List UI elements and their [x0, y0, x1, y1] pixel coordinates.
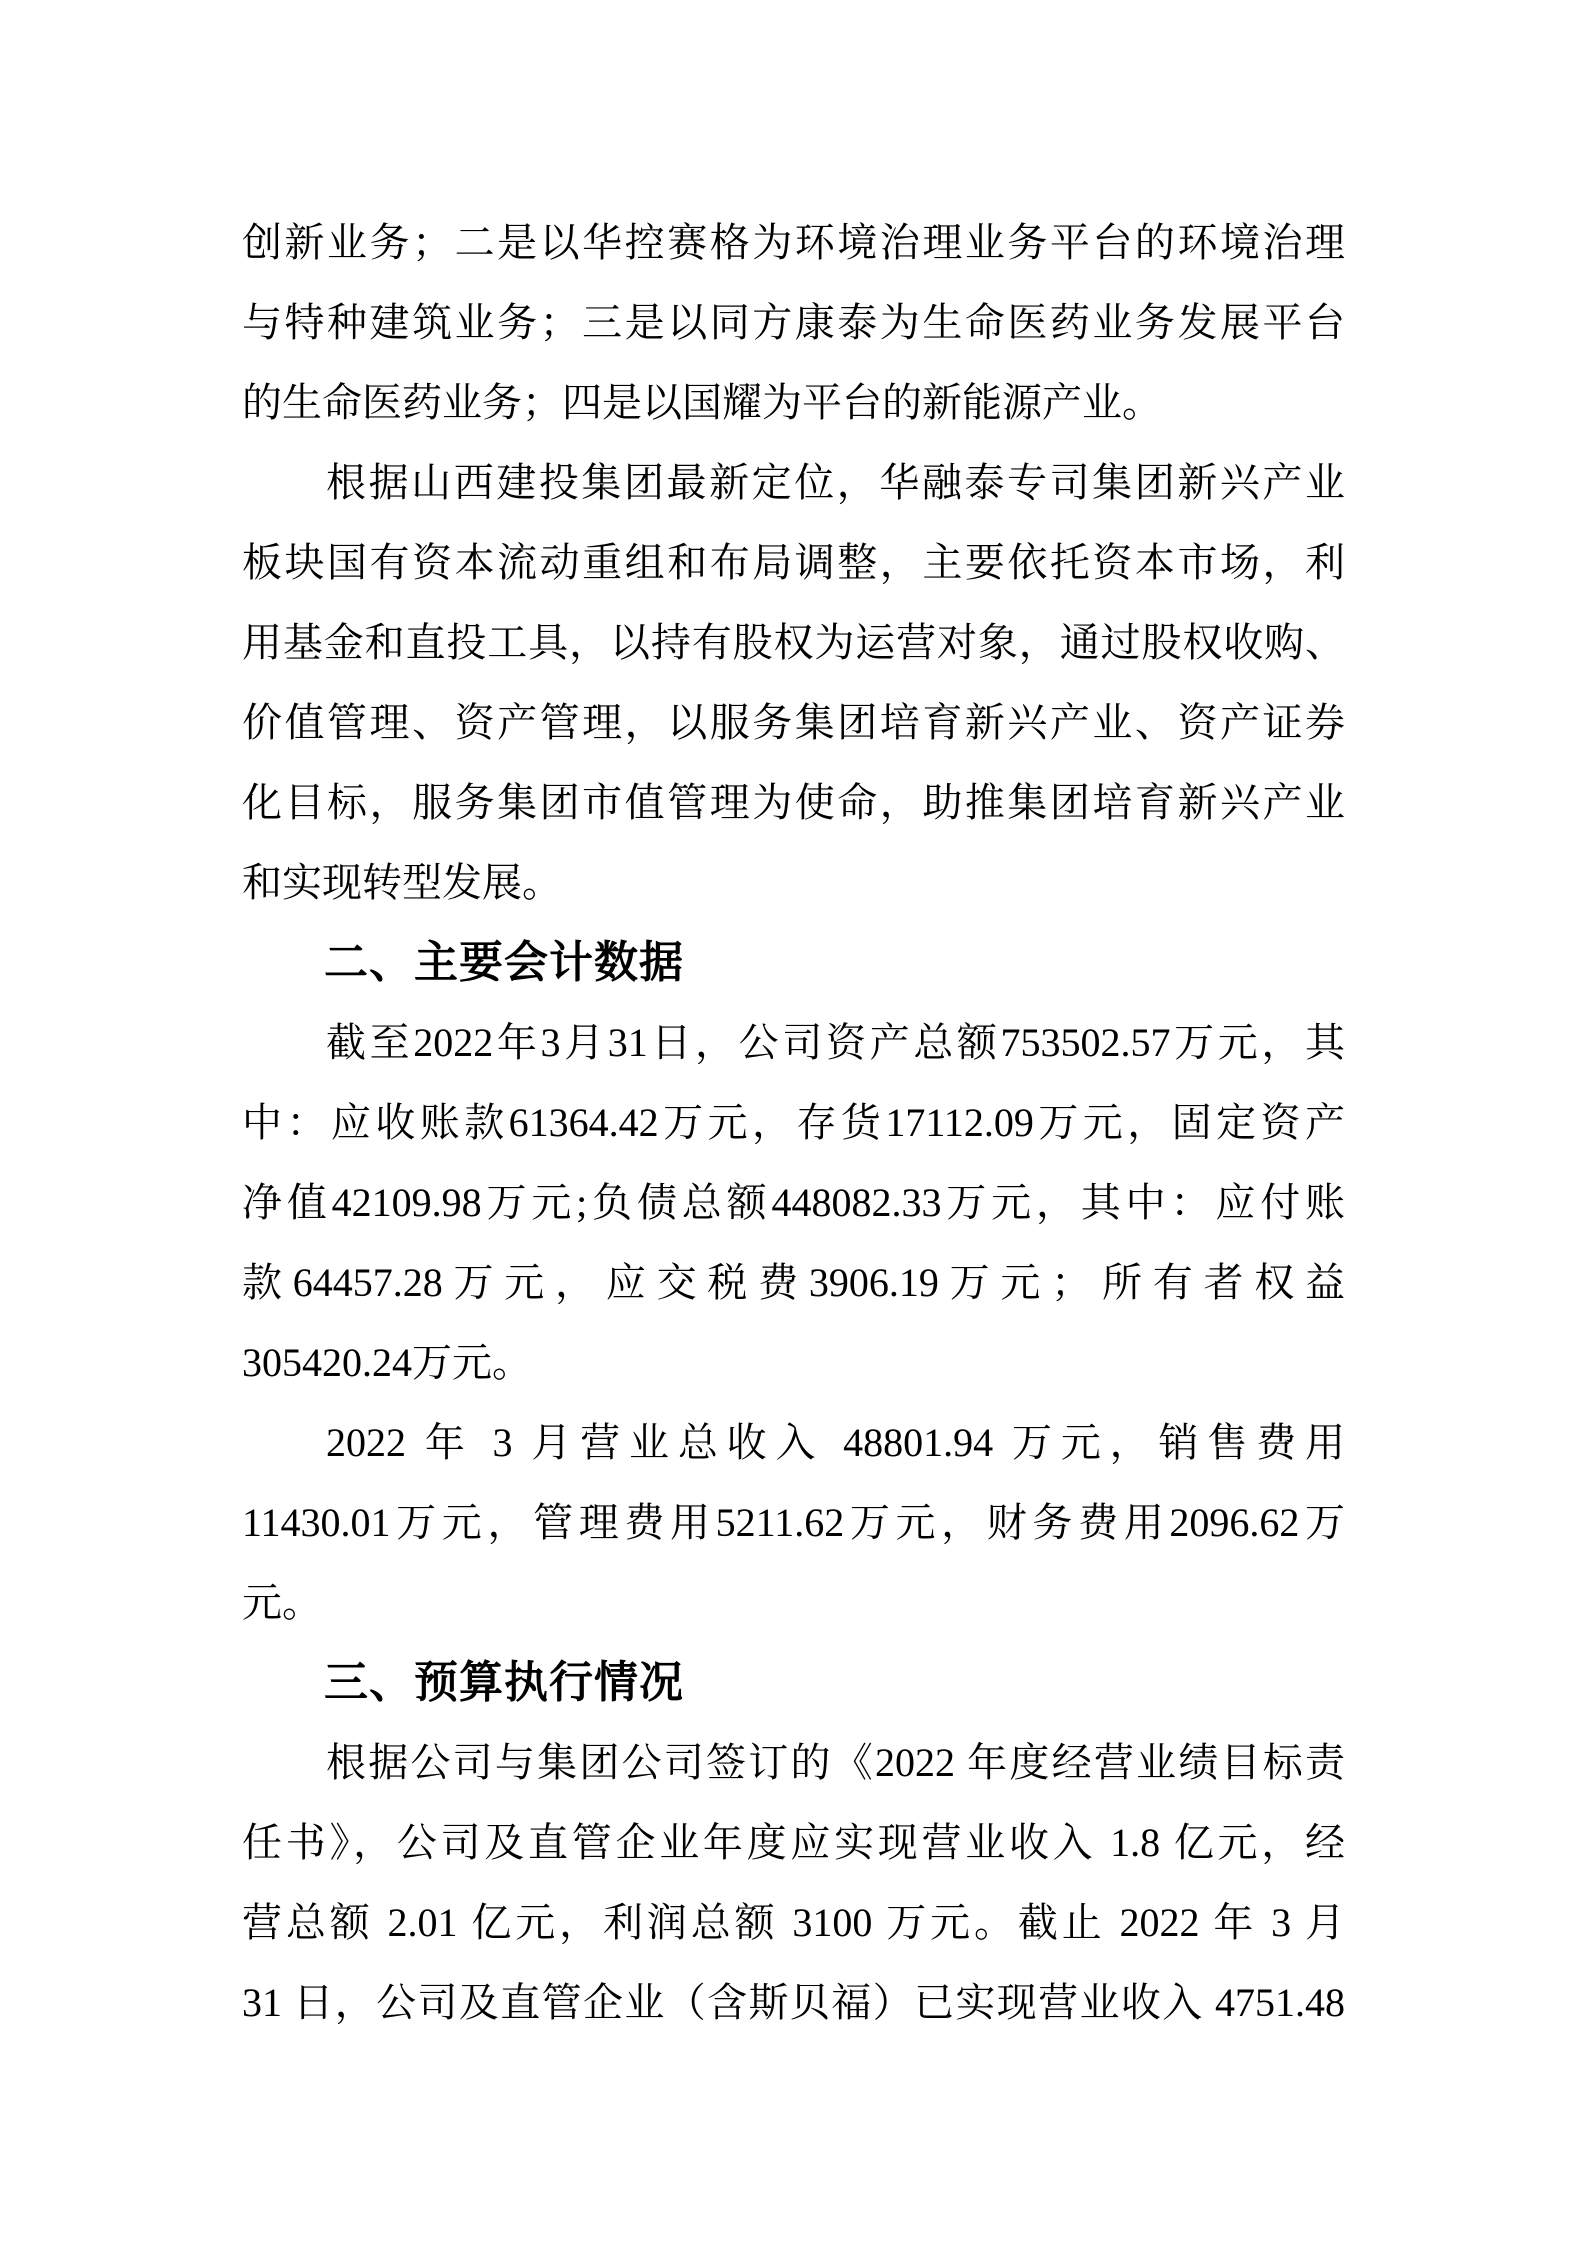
- paragraph-line: 化目标，服务集团市值管理为使命，助推集团培育新兴产业: [242, 780, 1345, 825]
- paragraph-line: 2022 年 3 月营业总收入 48801.94 万元，销售费用: [326, 1420, 1345, 1465]
- paragraph-line: 11430.01万元，管理费用5211.62万元，财务费用2096.62万: [242, 1500, 1345, 1545]
- paragraph-line: 根据山西建投集团最新定位，华融泰专司集团新兴产业: [326, 460, 1345, 505]
- paragraph-line: 和实现转型发展。: [242, 860, 562, 905]
- heading-budget-execution: 三、预算执行情况: [324, 1658, 684, 1707]
- paragraph-line: 任书》，公司及直管企业年度应实现营业收入 1.8 亿元，经: [242, 1820, 1345, 1865]
- heading-accounting-data: 二、主要会计数据: [324, 938, 684, 987]
- paragraph-line: 营总额 2.01 亿元，利润总额 3100 万元。截止 2022 年 3 月: [242, 1900, 1345, 1945]
- paragraph-line: 款64457.28万元，应交税费3906.19万元；所有者权益: [242, 1260, 1345, 1305]
- paragraph-line: 创新业务；二是以华控赛格为环境治理业务平台的环境治理: [242, 220, 1345, 265]
- paragraph-line: 净值42109.98万元;负债总额448082.33万元，其中：应付账: [242, 1180, 1345, 1225]
- paragraph-line: 31 日，公司及直管企业（含斯贝福）已实现营业收入 4751.48: [242, 1980, 1345, 2025]
- paragraph-line: 中：应收账款61364.42万元，存货17112.09万元，固定资产: [242, 1100, 1345, 1145]
- paragraph-line: 元。: [242, 1580, 322, 1625]
- paragraph-line: 用基金和直投工具，以持有股权为运营对象，通过股权收购、: [242, 620, 1345, 665]
- paragraph-line: 的生命医药业务；四是以国耀为平台的新能源产业。: [242, 380, 1162, 425]
- paragraph-line: 根据公司与集团公司签订的《2022 年度经营业绩目标责: [326, 1740, 1345, 1785]
- paragraph-line: 305420.24万元。: [242, 1340, 532, 1385]
- paragraph-line: 价值管理、资产管理，以服务集团培育新兴产业、资产证券: [242, 700, 1345, 745]
- paragraph-line: 截至2022年3月31日，公司资产总额753502.57万元，其: [326, 1020, 1345, 1065]
- paragraph-line: 板块国有资本流动重组和布局调整，主要依托资本市场，利: [242, 540, 1345, 585]
- paragraph-line: 与特种建筑业务；三是以同方康泰为生命医药业务发展平台: [242, 300, 1345, 345]
